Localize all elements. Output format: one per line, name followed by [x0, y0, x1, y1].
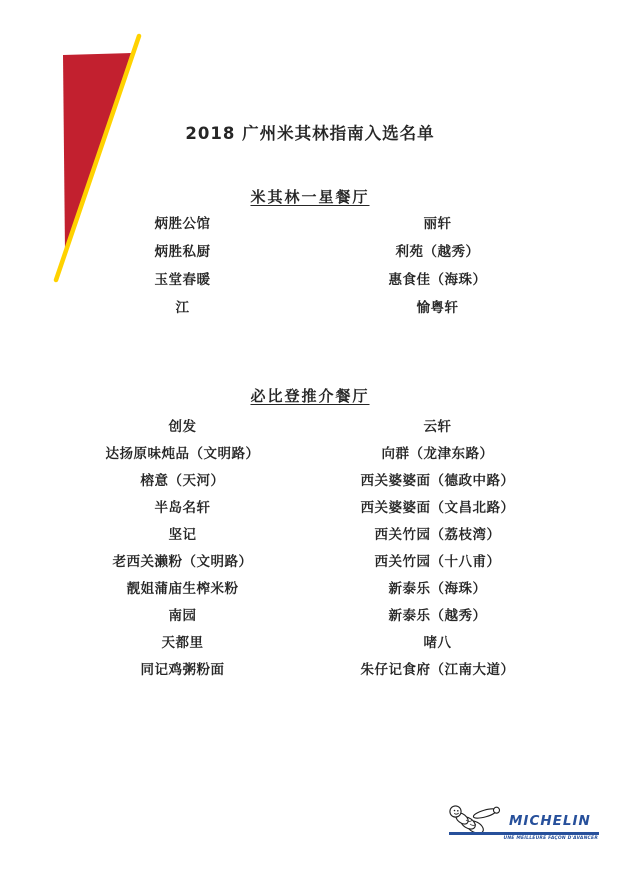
- table-row: [55, 519, 565, 546]
- table-row: [55, 654, 565, 681]
- restaurant-name: 新泰乐（海珠）: [388, 580, 487, 597]
- restaurant-name: 云轩: [423, 418, 452, 435]
- michelin-logo: [445, 802, 600, 850]
- restaurant-name: 西关竹园（十八甫）: [374, 553, 501, 570]
- table-row: [55, 573, 565, 600]
- restaurant-name: 西关竹园（荔枝湾）: [374, 526, 501, 543]
- restaurant-name: 新泰乐（越秀）: [388, 607, 487, 624]
- restaurant-name: 玉堂春暖: [154, 272, 211, 288]
- section-header-bib-gourmand: 必比登推介餐厅: [250, 387, 370, 405]
- table-row: [55, 411, 565, 438]
- restaurant-name: 利苑（越秀）: [395, 244, 480, 260]
- restaurant-name: 惠食佳（海珠）: [388, 272, 487, 288]
- restaurant-name: 西关婆婆面（文昌北路）: [360, 499, 515, 516]
- restaurant-name: 天都里: [161, 634, 204, 651]
- table-row: [55, 465, 565, 492]
- table-row: [55, 208, 565, 236]
- restaurant-name: 炳胜公馆: [154, 216, 211, 232]
- restaurant-name: 南园: [168, 607, 197, 624]
- michelin-wordmark: MICHELIN: [509, 813, 591, 829]
- restaurant-name: 愉粤轩: [416, 300, 459, 316]
- restaurant-name: 啫八: [423, 634, 452, 651]
- page-title: 2018 广州米其林指南入选名单: [185, 124, 435, 143]
- table-row: [55, 438, 565, 465]
- restaurant-name: 达扬原味炖品（文明路）: [105, 445, 260, 462]
- bibendum-icon: [445, 804, 509, 834]
- table-row: [55, 492, 565, 519]
- restaurant-name: 炳胜私厨: [154, 244, 211, 260]
- table-row: [55, 600, 565, 627]
- restaurant-name: 创发: [168, 418, 197, 435]
- table-row: [55, 264, 565, 292]
- restaurant-name: 向群（龙津东路）: [381, 445, 494, 462]
- restaurant-name: 西关婆婆面（德政中路）: [360, 472, 515, 489]
- table-row: [55, 546, 565, 573]
- table-row: [55, 236, 565, 264]
- restaurant-name: 老西关濑粉（文明路）: [112, 553, 253, 570]
- restaurant-name: 同记鸡粥粉面: [140, 661, 225, 678]
- bib-gourmand-list: [55, 411, 565, 681]
- one-star-list: [55, 208, 565, 320]
- restaurant-name: 坚记: [168, 526, 197, 543]
- restaurant-name: 江: [175, 300, 190, 316]
- restaurant-name: 朱仔记食府（江南大道）: [360, 661, 515, 678]
- table-row: [55, 292, 565, 320]
- restaurant-name: 丽轩: [423, 216, 452, 232]
- michelin-tagline: UNE MEILLEURE FAÇON D'AVANCER: [503, 836, 598, 841]
- section-header-one-star: 米其林一星餐厅: [250, 188, 370, 206]
- restaurant-name: 榕意（天河）: [140, 472, 225, 489]
- michelin-underline: [449, 832, 599, 835]
- restaurant-name: 半岛名轩: [154, 499, 211, 516]
- restaurant-name: 靓姐蒲庙生榨米粉: [126, 580, 239, 597]
- table-row: [55, 627, 565, 654]
